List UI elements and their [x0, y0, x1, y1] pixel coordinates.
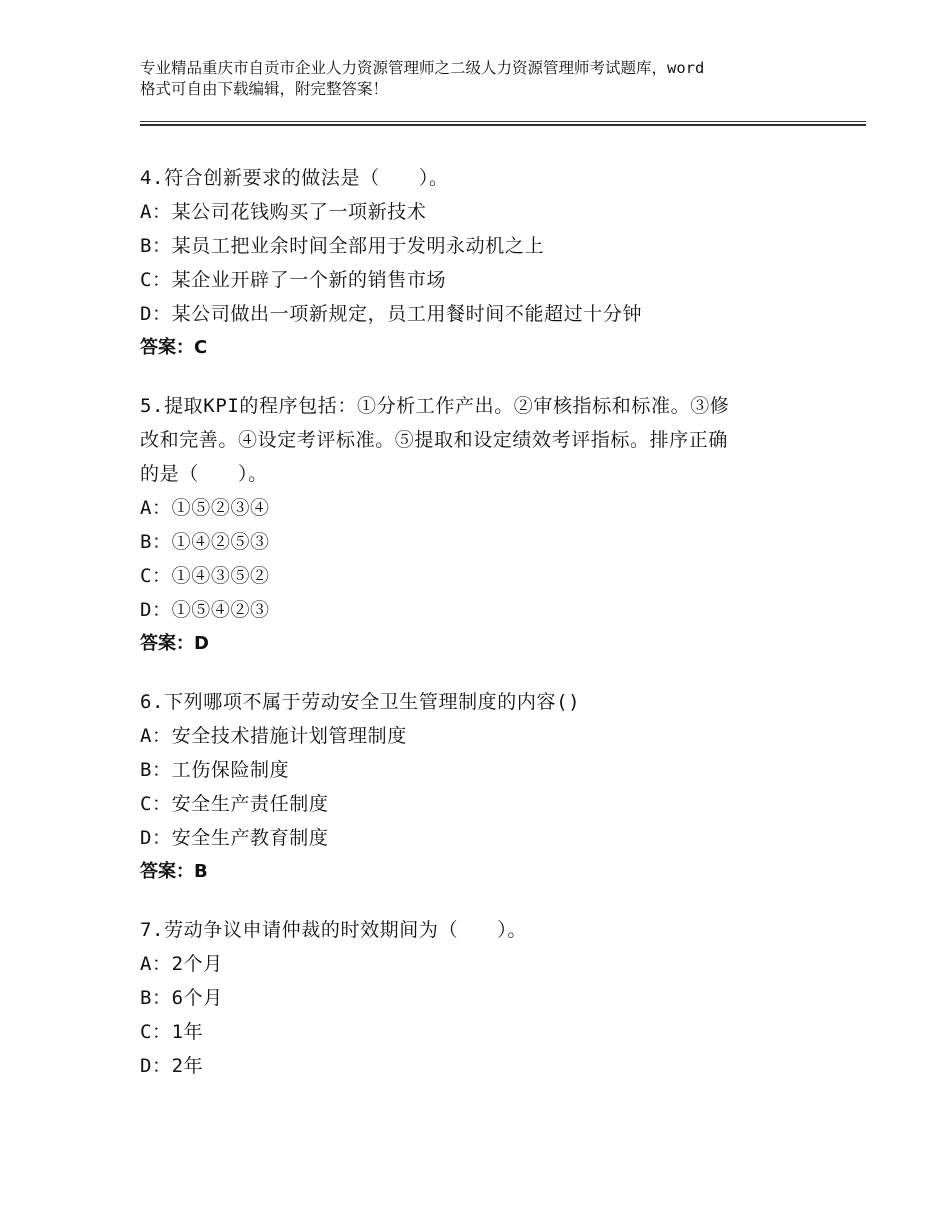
option-a: A：某公司花钱购买了一项新技术	[140, 201, 427, 223]
question-stem: 7.劳动争议申请仲裁的时效期间为（ ）。	[140, 919, 527, 941]
option-c: C：安全生产责任制度	[140, 793, 329, 815]
question-7	[140, 913, 820, 1083]
option-d: D：2年	[140, 1055, 204, 1077]
question-stem: 4.符合创新要求的做法是（ ）。	[140, 167, 449, 189]
option-b: B：工伤保险制度	[140, 759, 290, 781]
header-title-line-2: 格式可自由下载编辑，附完整答案！	[140, 80, 389, 98]
document-header	[140, 58, 840, 100]
option-c: C：①④③⑤②	[140, 565, 270, 587]
option-d: D：某公司做出一项新规定，员工用餐时间不能超过十分钟	[140, 303, 643, 325]
option-d: D：①⑤④②③	[140, 599, 270, 621]
header-rule-thin	[140, 121, 866, 122]
option-a: A：①⑤②③④	[140, 497, 270, 519]
option-b: B：①④②⑤③	[140, 531, 270, 553]
option-b: B：6个月	[140, 987, 223, 1009]
option-c: C：1年	[140, 1021, 204, 1043]
option-a: A：安全技术措施计划管理制度	[140, 725, 407, 747]
question-stem-line-2: 改和完善。④设定考评标准。⑤提取和设定绩效考评指标。排序正确	[140, 429, 729, 451]
question-stem-line-3: 的是（ ）。	[140, 463, 268, 485]
question-6	[140, 685, 820, 889]
option-a: A：2个月	[140, 953, 223, 975]
question-stem-line-1: 5.提取KPI的程序包括：①分析工作产出。②审核指标和标准。③修	[140, 395, 730, 417]
answer: 答案：D	[140, 633, 209, 654]
option-d: D：安全生产教育制度	[140, 827, 329, 849]
question-4	[140, 161, 820, 365]
header-title-line-1: 专业精品重庆市自贡市企业人力资源管理师之二级人力资源管理师考试题库，word	[140, 59, 705, 77]
question-5	[140, 389, 820, 661]
question-stem: 6.下列哪项不属于劳动安全卫生管理制度的内容()	[140, 691, 581, 713]
header-rule-thick	[140, 124, 866, 126]
answer: 答案：C	[140, 337, 208, 358]
option-c: C：某企业开辟了一个新的销售市场	[140, 269, 447, 291]
question-list	[140, 161, 820, 1107]
answer: 答案：B	[140, 861, 208, 882]
option-b: B：某员工把业余时间全部用于发明永动机之上	[140, 235, 545, 257]
